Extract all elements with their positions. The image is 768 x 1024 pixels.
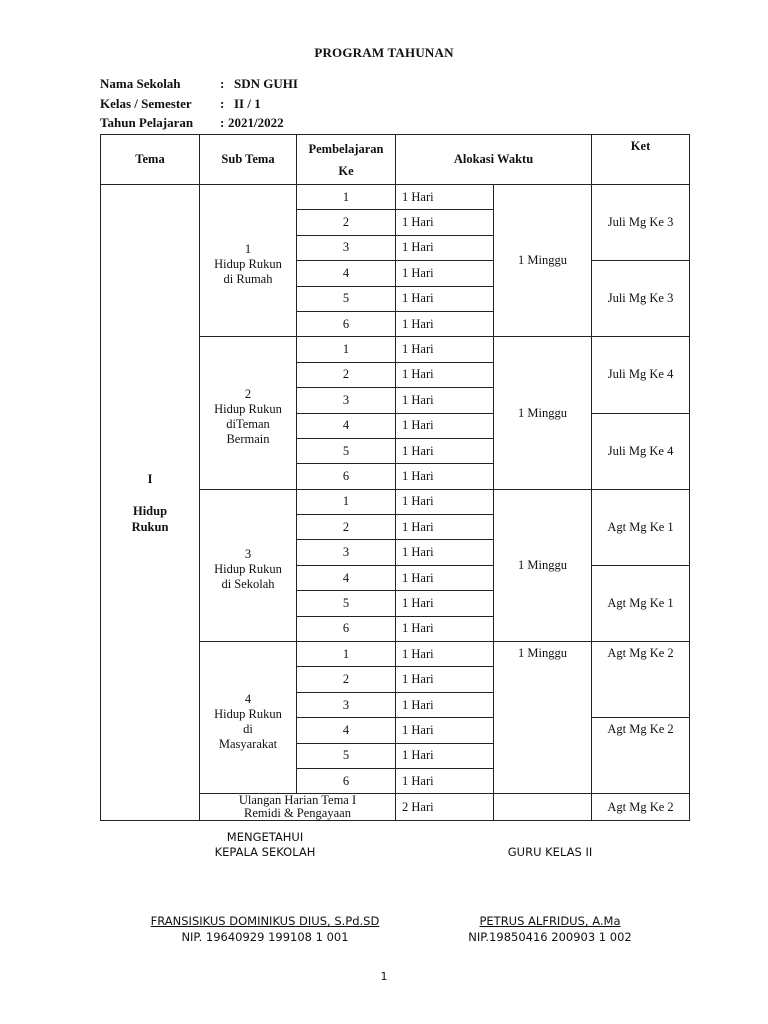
header-tema: Tema [101, 135, 200, 185]
hari-cell: 1 Hari [396, 438, 494, 463]
document-title: PROGRAM TAHUNAN [314, 45, 454, 60]
ket-cell: Agt Mg Ke 1 [592, 489, 690, 565]
minggu-cell: 1 Minggu [494, 185, 592, 337]
subtema-line: diTeman [226, 417, 270, 432]
pembelajaran-cell: 5 [297, 438, 396, 463]
subtema-line: di [243, 721, 253, 736]
hari-cell: 1 Hari [396, 286, 494, 311]
subtema-line: di Rumah [223, 272, 273, 287]
subtema-line: Bermain [226, 432, 270, 447]
headmaster-name: FRANSISIKUS DOMINIKUS DIUS, S.Pd.SD [150, 914, 380, 928]
meta-label: Tahun Pelajaran [100, 115, 194, 130]
ulangan-line1: Ulangan Harian Tema I [238, 793, 357, 808]
tema-cell [101, 185, 200, 821]
hari-cell: 1 Hari [396, 362, 494, 387]
hari-cell: 1 Hari [396, 311, 494, 336]
subtema-line: Hidup Rukun [214, 402, 282, 417]
table-row [101, 185, 690, 210]
ulangan-ket: Agt Mg Ke 2 [592, 794, 690, 821]
pembelajaran-cell: 2 [297, 667, 396, 692]
header-pembelajaran-line2: Ke [338, 163, 354, 178]
header-ket: Ket [592, 135, 690, 185]
pembelajaran-cell: 6 [297, 768, 396, 793]
ulangan-cell [200, 794, 396, 821]
hari-cell: 1 Hari [396, 235, 494, 260]
meta-value: 2021/2022 [228, 115, 284, 130]
hari-cell: 1 Hari [396, 616, 494, 641]
pembelajaran-cell: 5 [297, 591, 396, 616]
ulangan-alokasi: 2 Hari [396, 794, 494, 821]
minggu-cell: 1 Minggu [494, 642, 592, 794]
pembelajaran-cell: 2 [297, 210, 396, 235]
ket-cell: Agt Mg Ke 2 [592, 642, 690, 718]
subtema-line: di Sekolah [221, 576, 275, 591]
hari-cell: 1 Hari [396, 565, 494, 590]
hari-cell: 1 Hari [396, 540, 494, 565]
subtema-number: 2 [244, 387, 252, 402]
hari-cell: 1 Hari [396, 642, 494, 667]
pembelajaran-cell: 4 [297, 261, 396, 286]
header-pembelajaran-line1: Pembelajaran [308, 141, 384, 156]
ket-cell: Agt Mg Ke 1 [592, 565, 690, 641]
hari-cell: 1 Hari [396, 413, 494, 438]
pembelajaran-cell: 2 [297, 362, 396, 387]
subtema-line: Hidup Rukun [214, 257, 282, 272]
pembelajaran-cell: 6 [297, 616, 396, 641]
program-table [100, 134, 690, 821]
hari-cell: 1 Hari [396, 489, 494, 514]
pembelajaran-cell: 2 [297, 515, 396, 540]
meta-sep: : [220, 76, 225, 91]
pembelajaran-cell: 3 [297, 540, 396, 565]
hari-cell: 1 Hari [396, 743, 494, 768]
pembelajaran-cell: 4 [297, 413, 396, 438]
hari-cell: 1 Hari [396, 667, 494, 692]
pembelajaran-cell: 3 [297, 388, 396, 413]
meta-year [100, 115, 284, 131]
ket-cell: Juli Mg Ke 3 [592, 261, 690, 337]
meta-label: Kelas / Semester [100, 96, 192, 111]
subtema-cell [200, 642, 297, 794]
header-pembelajaran [297, 135, 396, 185]
meta-sep: : [220, 96, 225, 111]
meta-value: SDN GUHI [234, 76, 298, 91]
meta-class [100, 96, 261, 112]
hari-cell: 1 Hari [396, 692, 494, 717]
hari-cell: 1 Hari [396, 515, 494, 540]
ket-cell: Juli Mg Ke 4 [592, 413, 690, 489]
subtema-number: 1 [244, 242, 252, 257]
hari-cell: 1 Hari [396, 768, 494, 793]
subtema-cell [200, 337, 297, 489]
teacher-name: PETRUS ALFRIDUS, A.Ma [479, 914, 621, 928]
ulangan-line2: Remidi & Pengayaan [244, 806, 351, 821]
pembelajaran-cell: 1 [297, 489, 396, 514]
header-alokasi: Alokasi Waktu [396, 135, 592, 185]
meta-sep: : [220, 115, 225, 130]
minggu-cell: 1 Minggu [494, 489, 592, 641]
meta-school [100, 76, 298, 92]
hari-cell: 1 Hari [396, 337, 494, 362]
meta-label: Nama Sekolah [100, 76, 181, 91]
hari-cell: 1 Hari [396, 210, 494, 235]
teacher-nip: NIP.19850416 200903 1 002 [468, 930, 632, 944]
subtema-line: Masyarakat [218, 736, 278, 751]
headmaster-nip: NIP. 19640929 199108 1 001 [181, 930, 349, 944]
pembelajaran-cell: 1 [297, 185, 396, 210]
hari-cell: 1 Hari [396, 185, 494, 210]
header-subtema: Sub Tema [200, 135, 297, 185]
subtema-cell [200, 185, 297, 337]
pembelajaran-cell: 3 [297, 235, 396, 260]
pembelajaran-cell: 4 [297, 565, 396, 590]
footer-left-line1: MENGETAHUI [226, 830, 304, 844]
pembelajaran-cell: 4 [297, 718, 396, 743]
hari-cell: 1 Hari [396, 718, 494, 743]
footer-left-line2: KEPALA SEKOLAH [214, 845, 316, 859]
table-header-row [101, 135, 690, 185]
ket-cell: Juli Mg Ke 3 [592, 185, 690, 261]
subtema-number: 3 [244, 546, 252, 561]
hari-cell: 1 Hari [396, 464, 494, 489]
ket-cell: Juli Mg Ke 4 [592, 337, 690, 413]
subtema-cell [200, 489, 297, 641]
pembelajaran-cell: 1 [297, 642, 396, 667]
minggu-cell: 1 Minggu [494, 337, 592, 489]
meta-value: II / 1 [234, 96, 261, 111]
tema-line2: Rukun [131, 519, 169, 534]
pembelajaran-cell: 5 [297, 743, 396, 768]
footer-right-title: GURU KELAS II [507, 845, 593, 859]
subtema-line: Hidup Rukun [214, 561, 282, 576]
pembelajaran-cell: 5 [297, 286, 396, 311]
hari-cell: 1 Hari [396, 591, 494, 616]
page-number: 1 [380, 970, 388, 983]
pembelajaran-cell: 6 [297, 311, 396, 336]
subtema-number: 4 [244, 691, 252, 706]
pembelajaran-cell: 6 [297, 464, 396, 489]
pembelajaran-cell: 1 [297, 337, 396, 362]
ulangan-empty [494, 794, 592, 821]
tema-number: I [147, 471, 153, 486]
hari-cell: 1 Hari [396, 388, 494, 413]
ket-cell: Agt Mg Ke 2 [592, 718, 690, 794]
tema-line1: Hidup [132, 503, 168, 518]
subtema-line: Hidup Rukun [214, 706, 282, 721]
pembelajaran-cell: 3 [297, 692, 396, 717]
hari-cell: 1 Hari [396, 261, 494, 286]
